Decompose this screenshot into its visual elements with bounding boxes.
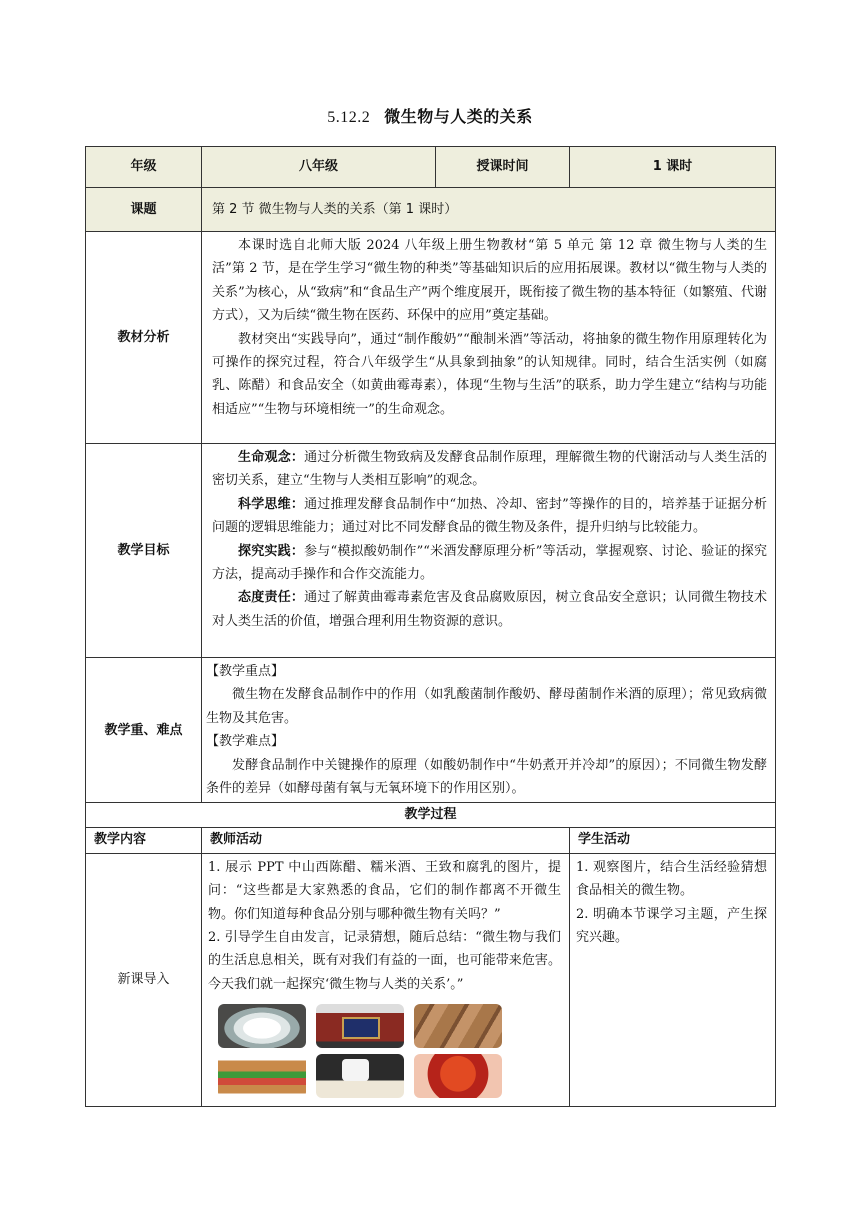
- teacher-step-1: 1. 展示 PPT 中山西陈醋、糯米酒、王致和腐乳的图片，提问：“这些都是大家熟悉的食品，它们的制作都离不开微生物。你们知道每种食品分别与哪种微生物有关吗？”: [208, 859, 562, 922]
- goal-scientific-thinking-head: 科学思维：: [238, 496, 305, 512]
- page-title: [0, 104, 860, 127]
- time-label: 授课时间: [436, 147, 570, 188]
- yogurt-photo: [218, 1004, 306, 1048]
- title-text: 微生物与人类的关系: [384, 107, 533, 126]
- analysis-paragraph-2: 教材突出“实践导向”，通过“制作酸奶”“酿制米酒”等活动，将抽象的微生物作用原理转化为可操作的探究过程，符合八年级学生“从具象到抽象”的认知规律。同时，结合生活实例（如腐乳、陈醋）和食品安全（如黄曲霉毒素），体现“生物与生活”的联系，助力学生建立“结构与功能相适应”“生物与环境相统一”的生命观念。: [212, 331, 768, 417]
- goal-inquiry-practice-head: 探究实践：: [238, 543, 305, 559]
- goal-attitude-responsibility-head: 态度责任：: [238, 590, 305, 606]
- goal-life-concept: 生命观念：通过分析微生物致病及发酵食品制作原理，理解微生物的代谢活动与人类生活的密切关系，建立“生物与人类相互影响”的观念。: [212, 450, 768, 489]
- key-text: 微生物在发酵食品制作中的作用（如乳酸菌制作酸奶、酵母菌制作米酒的原理）；常见致病微生物及其危害。: [206, 687, 768, 726]
- lesson-plan-table: [85, 146, 776, 1107]
- vinegar-photo: [316, 1004, 404, 1048]
- intro-label: 新课导入: [86, 853, 202, 1106]
- sandwich-photo: [218, 1054, 306, 1098]
- difficulty-heading: 【教学难点】: [206, 734, 285, 750]
- grade-row: [86, 147, 776, 188]
- topic-label: 课题: [86, 188, 202, 232]
- fermented-bread-photo: [414, 1004, 502, 1048]
- goal-attitude-responsibility: 态度责任：通过了解黄曲霉毒素危害及食品腐败原因，树立食品安全意识；认同微生物技术对人类生活的价值，增强合理利用生物资源的意识。: [212, 590, 768, 629]
- time-value: 1 课时: [570, 147, 776, 188]
- keypoints-label: 教学重、难点: [86, 658, 202, 803]
- intro-teacher-activity: [202, 853, 570, 1106]
- process-section-row: [86, 803, 776, 827]
- goals-label: 教学目标: [86, 444, 202, 658]
- topic-row: [86, 188, 776, 232]
- key-heading: 【教学重点】: [206, 664, 285, 679]
- goal-life-concept-head: 生命观念：: [238, 450, 305, 465]
- process-header-row: [86, 827, 776, 853]
- student-step-2: 2. 明确本节课学习主题，产生探究兴趣。: [576, 906, 768, 946]
- analysis-label: 教材分析: [86, 232, 202, 444]
- chili-sauce-photo: [414, 1054, 502, 1098]
- difficulty-text: 发酵食品制作中关键操作的原理（如酸奶制作中“牛奶煮开并冷却”的原因）；不同微生物发酵条件的差异（如酵母菌有氧与无氧环境下的作用区别）。: [206, 757, 768, 797]
- intro-row: [86, 853, 776, 1106]
- grade-value: 八年级: [202, 147, 436, 188]
- analysis-row: [86, 232, 776, 444]
- rice-wine-photo: [316, 1054, 404, 1098]
- keypoints-content: [202, 658, 776, 803]
- goals-row: [86, 444, 776, 658]
- title-number: 5.12.2: [327, 109, 371, 126]
- col-content-header: 教学内容: [86, 827, 202, 853]
- analysis-content: [202, 232, 776, 444]
- topic-value: 第 2 节 微生物与人类的关系（第 1 课时）: [202, 188, 776, 232]
- col-teacher-header: 教师活动: [202, 827, 570, 853]
- col-student-header: 学生活动: [570, 827, 776, 853]
- goal-scientific-thinking: 科学思维：通过推理发酵食品制作中“加热、冷却、密封”等操作的目的，培养基于证据分析问题的逻辑思维能力；通过对比不同发酵食品的微生物及条件，提升归纳与比较能力。: [212, 496, 768, 536]
- analysis-paragraph-1: 本课时选自北师大版 2024 八年级上册生物教材“第 5 单元 第 12 章 微生物与人类的生活”第 2 节，是在学生学习“微生物的种类”等基础知识后的应用拓展课。教材以“微生物与人类的关系”为核心，从“致病”和“食品生产”两个维度展开，既衔接了微生物的基本特征（如繁殖、代谢方式），又为后续“微生物在医药、环保中的应用”奠定基础。: [212, 238, 768, 324]
- keypoints-row: [86, 658, 776, 803]
- goal-inquiry-practice: 探究实践：参与“模拟酸奶制作”“米酒发酵原理分析”等活动，掌握观察、讨论、验证的探究方法，提高动手操作和合作交流能力。: [212, 543, 768, 583]
- intro-student-activity: [570, 853, 776, 1106]
- teacher-step-2: 2. 引导学生自由发言，记录猜想，随后总结：“微生物与我们的生活息息相关，既有对我们有益的一面，也可能带来危害。今天我们就一起探究‘微生物与人类的关系’。”: [208, 930, 562, 992]
- food-photo-grid: [218, 1004, 561, 1098]
- grade-label: 年级: [86, 147, 202, 188]
- goals-content: [202, 444, 776, 658]
- student-step-1: 1. 观察图片，结合生活经验猜想食品相关的微生物。: [576, 859, 768, 899]
- process-section-title: 教学过程: [86, 803, 776, 827]
